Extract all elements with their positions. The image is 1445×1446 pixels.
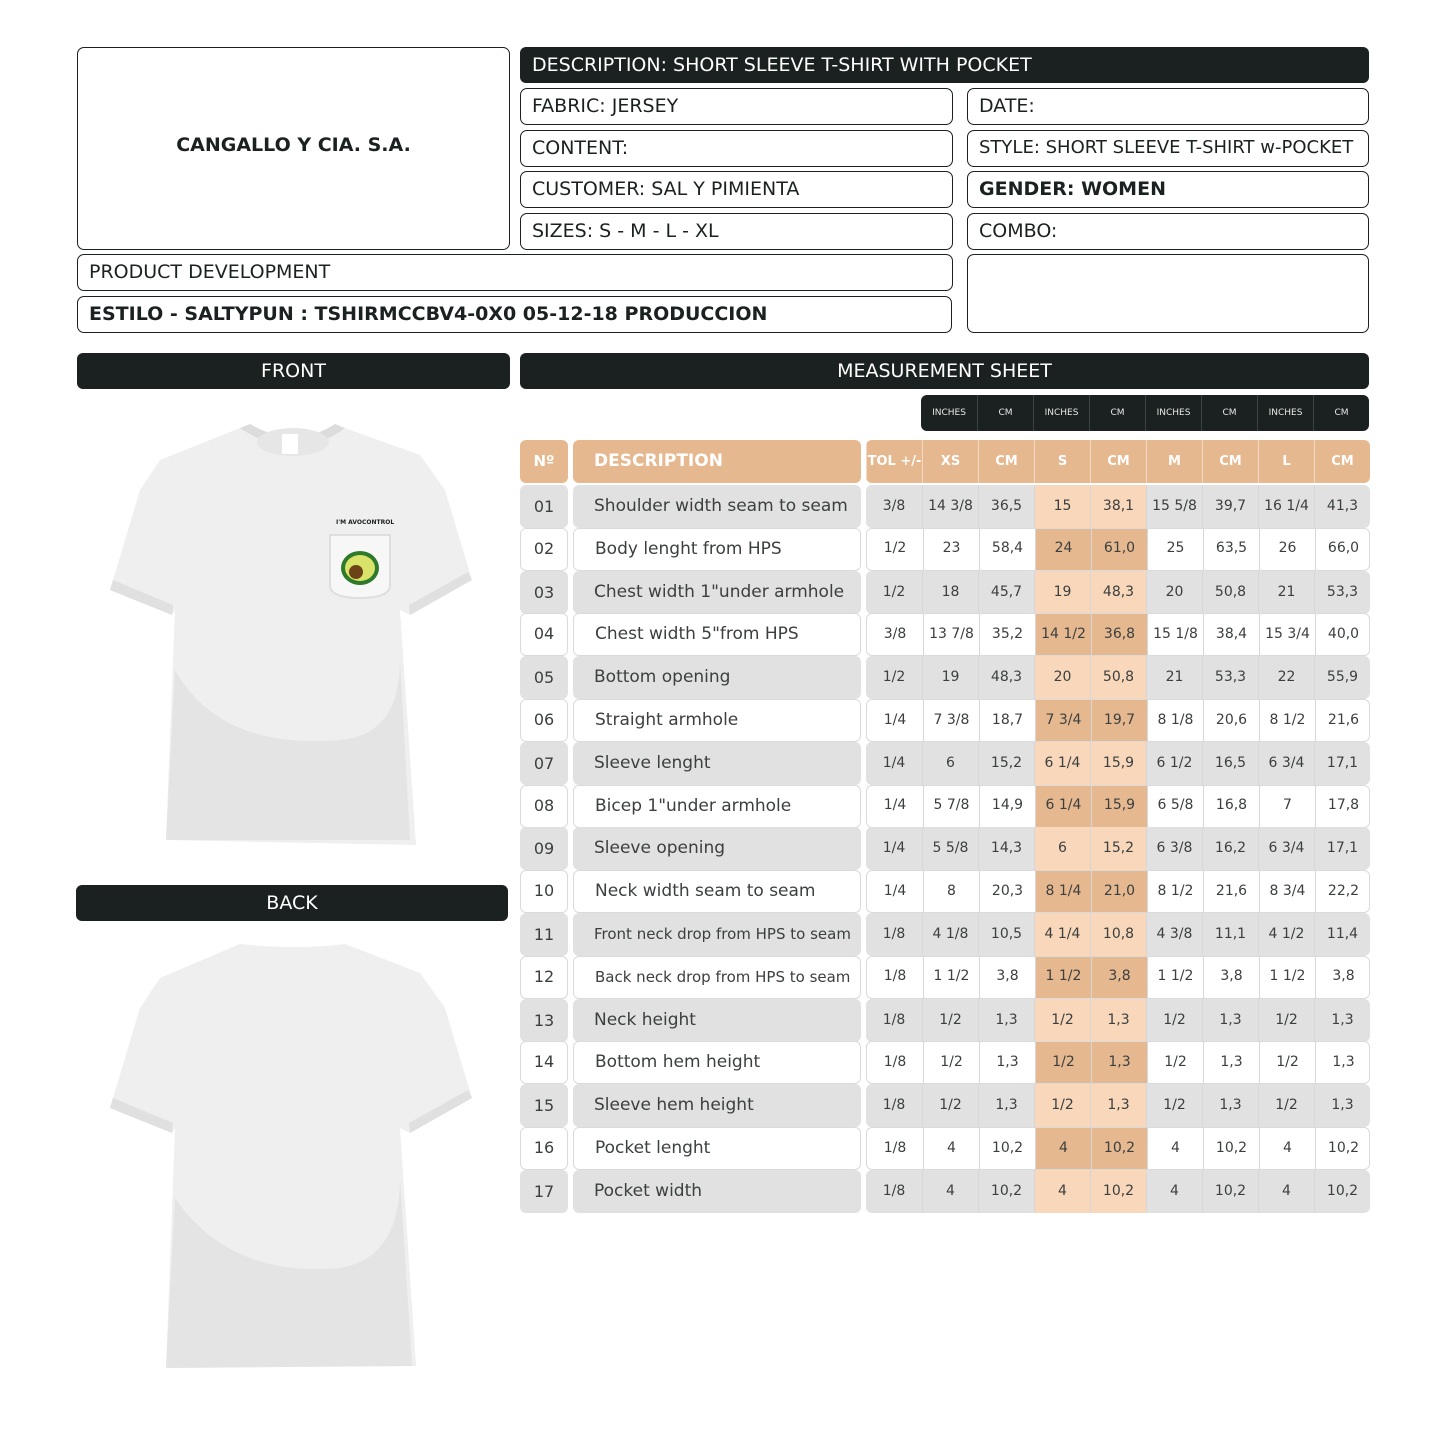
measurement-cell: 1,3: [1090, 1084, 1146, 1127]
tolerance-cell: 3/8: [882, 498, 906, 514]
row-measurements: [866, 485, 1370, 528]
tolerance-cell: 1/8: [883, 1053, 907, 1070]
row-measurements: [866, 1127, 1370, 1170]
measurement-cell: 1 1/2: [1147, 956, 1203, 999]
table-row: [520, 1041, 1370, 1084]
table-row: [520, 870, 1370, 913]
measurement-cell: 10,2: [1090, 1170, 1146, 1213]
measurement-cell: 1/2: [1034, 999, 1090, 1042]
measurement-cell: 18: [922, 571, 978, 614]
measurement-cell: 50,8: [1090, 656, 1146, 699]
customer-field: CUSTOMER: SAL Y PIMIENTA: [520, 171, 953, 208]
measurement-cell: 1/2: [1259, 1041, 1315, 1084]
row-number: 01: [520, 485, 568, 528]
row-description: Pocket width: [573, 1170, 861, 1213]
measurement-cell: 21,6: [1203, 870, 1259, 913]
measurement-cell: 61,0: [1091, 528, 1147, 571]
measurement-cell: 45,7: [978, 571, 1034, 614]
measurement-cell: 4: [923, 1127, 979, 1170]
measurement-cell: 39,7: [1202, 485, 1258, 528]
tolerance-cell: 1/8: [882, 1011, 906, 1028]
tolerance-cell: 1/2: [882, 669, 906, 686]
measurement-cell: 20: [1146, 571, 1202, 614]
measurement-cell: 14 3/8: [922, 485, 978, 528]
measurement-cell: 8 3/4: [1259, 870, 1315, 913]
measurement-cell: 6 1/2: [1146, 742, 1202, 785]
measurement-cell: 8 1/2: [1259, 699, 1315, 742]
table-row: [520, 656, 1370, 699]
measurement-cell: 14,9: [979, 785, 1035, 828]
row-number: 10: [520, 870, 568, 913]
row-number: 08: [520, 785, 568, 828]
measurement-cell: 3,8: [979, 956, 1035, 999]
measurement-cell: 1/2: [923, 1041, 979, 1084]
row-description: Shoulder width seam to seam: [573, 485, 861, 528]
fabric-field: FABRIC: JERSEY: [520, 88, 953, 125]
measurement-cell: 35,2: [979, 613, 1035, 656]
measurement-cell: 16 1/4: [1258, 485, 1314, 528]
measurement-cell: 1/2: [1146, 1084, 1202, 1127]
tolerance-cell: 1/2: [883, 540, 907, 557]
measurement-cell: 38,1: [1090, 485, 1146, 528]
measurement-cell: 20: [1034, 656, 1090, 699]
measurement-cell: 4 1/8: [922, 913, 978, 956]
measurement-cell: 6 1/4: [1035, 785, 1091, 828]
measurement-cell: 1,3: [1202, 999, 1258, 1042]
measurement-cell: 1/2: [1258, 999, 1314, 1042]
row-description: Front neck drop from HPS to seam: [573, 913, 861, 956]
measurement-cell: 55,9: [1314, 656, 1370, 699]
combo-field: COMBO:: [967, 213, 1369, 250]
row-measurements: [866, 870, 1370, 913]
measurement-cell: 26: [1259, 528, 1315, 571]
gender-field: GENDER: WOMEN: [967, 171, 1369, 208]
measurement-cell: 15,9: [1091, 785, 1147, 828]
row-measurements: [866, 613, 1370, 656]
row-number: 09: [520, 827, 568, 870]
measurement-cell: 48,3: [1090, 571, 1146, 614]
measurement-cell: 16,2: [1202, 827, 1258, 870]
table-row: [520, 913, 1370, 956]
unit-label: CM: [1313, 395, 1369, 431]
measurement-cell: 19: [922, 656, 978, 699]
measurement-cell: 15 3/4: [1259, 613, 1315, 656]
front-shirt-illustration: [100, 420, 490, 860]
row-measurements: [866, 699, 1370, 742]
measurement-cell: 40,0: [1315, 613, 1370, 656]
measurement-cell: 1,3: [1315, 1041, 1370, 1084]
measurement-cell: 4: [1147, 1127, 1203, 1170]
measurement-cell: 1,3: [1314, 999, 1370, 1042]
measurement-cell: 1 1/2: [1259, 956, 1315, 999]
measurement-cell: 10,2: [1202, 1170, 1258, 1213]
row-measurements: [866, 742, 1370, 785]
measurement-cell: 6 3/8: [1146, 827, 1202, 870]
measurement-cell: 48,3: [978, 656, 1034, 699]
measurement-cell: 3,8: [1091, 956, 1147, 999]
table-row: [520, 1084, 1370, 1127]
measurement-cell: 10,8: [1090, 913, 1146, 956]
row-description: Pocket lenght: [573, 1127, 861, 1170]
measurement-cell: 16,5: [1202, 742, 1258, 785]
row-number: 07: [520, 742, 568, 785]
row-measurements: [866, 999, 1370, 1042]
measurement-cell: 6: [922, 742, 978, 785]
measurement-cell: 20,3: [979, 870, 1035, 913]
measurement-cell: 22,2: [1315, 870, 1370, 913]
measurement-cell: 18,7: [979, 699, 1035, 742]
measurement-cell: 63,5: [1203, 528, 1259, 571]
measurement-cell: 21,6: [1315, 699, 1370, 742]
measurement-cell: 20,6: [1203, 699, 1259, 742]
product-development-field: PRODUCT DEVELOPMENT: [77, 254, 953, 291]
measurement-cell: 11,1: [1202, 913, 1258, 956]
measurement-cell: 25: [1147, 528, 1203, 571]
table-row: [520, 699, 1370, 742]
row-measurements: [866, 785, 1370, 828]
tolerance-cell: 1/8: [882, 1182, 906, 1199]
measurement-sheet-banner: MEASUREMENT SHEET: [520, 353, 1369, 389]
measurement-cell: 1,3: [1202, 1084, 1258, 1127]
row-number: 05: [520, 656, 568, 699]
row-measurements: [866, 571, 1370, 614]
measurement-cell: 53,3: [1202, 656, 1258, 699]
tolerance-cell: 1/8: [883, 1139, 907, 1156]
estilo-field: ESTILO - SALTYPUN : TSHIRMCCBV4-0X0 05-12-18 PRODUCCION: [77, 296, 952, 333]
row-number: 02: [520, 528, 568, 571]
tolerance-cell: 1/8: [882, 1097, 906, 1114]
row-measurements: [866, 528, 1370, 571]
row-description: Sleeve hem height: [573, 1084, 861, 1127]
content-field: CONTENT:: [520, 130, 953, 167]
back-banner: BACK: [76, 885, 508, 921]
tolerance-cell: 1/4: [883, 711, 907, 728]
measurement-cell: 38,4: [1203, 613, 1259, 656]
row-measurements: [866, 956, 1370, 999]
measurement-cell: 53,3: [1314, 571, 1370, 614]
row-number: 03: [520, 571, 568, 614]
table-header-row: [520, 440, 1370, 483]
measurement-cell: 50,8: [1202, 571, 1258, 614]
unit-label: CM: [1089, 395, 1145, 431]
measurement-cell: 17,8: [1315, 785, 1370, 828]
measurement-cell: 5 5/8: [922, 827, 978, 870]
measurement-cell: 14 1/2: [1035, 613, 1091, 656]
header-cm: CM: [1202, 440, 1258, 483]
company-box: [77, 47, 510, 250]
measurement-cell: 15 5/8: [1146, 485, 1202, 528]
table-row: [520, 1127, 1370, 1170]
row-description: Chest width 1"under armhole: [573, 571, 861, 614]
measurement-cell: 8 1/2: [1147, 870, 1203, 913]
header-cm: CM: [1314, 440, 1370, 483]
measurement-cell: 10,2: [1315, 1127, 1370, 1170]
measurement-cell: 10,2: [979, 1127, 1035, 1170]
row-description: Neck height: [573, 999, 861, 1042]
measurement-cell: 17,1: [1314, 742, 1370, 785]
row-description: Body lenght from HPS: [573, 528, 861, 571]
measurement-cell: 36,5: [978, 485, 1034, 528]
table-row: [520, 999, 1370, 1042]
measurement-cell: 22: [1258, 656, 1314, 699]
measurement-cell: 13 7/8: [923, 613, 979, 656]
row-number: 17: [520, 1170, 568, 1213]
table-row: [520, 528, 1370, 571]
measurement-cell: 21: [1146, 656, 1202, 699]
measurement-cell: 1,3: [979, 1041, 1035, 1084]
row-measurements: [866, 1041, 1370, 1084]
row-description: Bottom opening: [573, 656, 861, 699]
unit-header: [921, 395, 1369, 431]
row-number: 16: [520, 1127, 568, 1170]
row-measurements: [866, 1170, 1370, 1213]
unit-label: CM: [977, 395, 1033, 431]
header-tolerance: TOL +/-: [866, 440, 922, 483]
row-description: Back neck drop from HPS to seam: [573, 956, 861, 999]
measurement-cell: 8: [923, 870, 979, 913]
measurement-cell: 15: [1034, 485, 1090, 528]
measurement-cell: 4 1/2: [1258, 913, 1314, 956]
row-description: Neck width seam to seam: [573, 870, 861, 913]
tolerance-cell: 1/8: [882, 926, 906, 942]
measurement-cell: 41,3: [1314, 485, 1370, 528]
measurement-cell: 10,2: [978, 1170, 1034, 1213]
notes-box: [967, 254, 1369, 333]
measurement-cell: 16,8: [1203, 785, 1259, 828]
back-shirt-illustration: [100, 938, 490, 1378]
measurement-cell: 21,0: [1091, 870, 1147, 913]
measurement-cell: 1/2: [1146, 999, 1202, 1042]
unit-label: INCHES: [1257, 395, 1313, 431]
row-measurements: [866, 1084, 1370, 1127]
measurement-cell: 1/2: [1147, 1041, 1203, 1084]
unit-label: INCHES: [1033, 395, 1089, 431]
measurement-cell: 21: [1258, 571, 1314, 614]
measurement-cell: 10,2: [1203, 1127, 1259, 1170]
measurement-cell: 23: [923, 528, 979, 571]
row-number: 04: [520, 613, 568, 656]
tolerance-cell: 1/2: [882, 583, 906, 600]
tolerance-cell: 1/4: [882, 754, 906, 771]
header-size: L: [1258, 440, 1314, 483]
measurement-cell: 1,3: [1314, 1084, 1370, 1127]
header-size: XS: [922, 440, 978, 483]
measurement-cell: 1/2: [1258, 1084, 1314, 1127]
unit-label: INCHES: [932, 408, 966, 418]
measurement-cell: 58,4: [979, 528, 1035, 571]
measurement-cell: 4 3/8: [1146, 913, 1202, 956]
measurement-cell: 1 1/2: [923, 956, 979, 999]
table-row: [520, 1170, 1370, 1213]
measurement-cell: 17,1: [1314, 827, 1370, 870]
measurement-cell: 7: [1259, 785, 1315, 828]
measurement-cell: 1,3: [1203, 1041, 1259, 1084]
measurement-cell: 19: [1034, 571, 1090, 614]
measurement-cell: 11,4: [1314, 913, 1370, 956]
header-cm: CM: [1090, 440, 1146, 483]
row-number: 06: [520, 699, 568, 742]
header-size: M: [1146, 440, 1202, 483]
table-row: [520, 742, 1370, 785]
measurement-cell: 4: [1259, 1127, 1315, 1170]
row-measurements: [866, 827, 1370, 870]
measurement-cell: 36,8: [1091, 613, 1147, 656]
unit-label: CM: [1201, 395, 1257, 431]
row-number: 11: [520, 913, 568, 956]
row-description: Straight armhole: [573, 699, 861, 742]
sizes-field: SIZES: S - M - L - XL: [520, 213, 953, 250]
measurement-cell: 7 3/4: [1035, 699, 1091, 742]
measurement-cell: 3,8: [1203, 956, 1259, 999]
measurement-cell: 8 1/4: [1035, 870, 1091, 913]
measurement-cell: 15,2: [978, 742, 1034, 785]
header-size: S: [1034, 440, 1090, 483]
measurement-cell: 10,2: [1091, 1127, 1147, 1170]
row-number: 12: [520, 956, 568, 999]
measurement-cell: 4: [1146, 1170, 1202, 1213]
row-number: 13: [520, 999, 568, 1042]
measurement-cell: 1/2: [922, 999, 978, 1042]
row-description: Sleeve lenght: [573, 742, 861, 785]
tolerance-cell: 1/4: [883, 797, 907, 814]
tolerance-cell: 1/8: [883, 968, 907, 985]
row-description: Bottom hem height: [573, 1041, 861, 1084]
style-field: STYLE: SHORT SLEEVE T-SHIRT w-POCKET: [967, 130, 1369, 167]
date-field: DATE:: [967, 88, 1369, 125]
measurement-cell: 6: [1034, 827, 1090, 870]
measurement-cell: 4: [1034, 1170, 1090, 1213]
measurement-cell: 5 7/8: [923, 785, 979, 828]
row-measurements: [866, 656, 1370, 699]
row-description: Sleeve opening: [573, 827, 861, 870]
table-row: [520, 571, 1370, 614]
measurement-cell: 15 1/8: [1147, 613, 1203, 656]
measurement-cell: 1/2: [1035, 1041, 1091, 1084]
table-row: [520, 956, 1370, 999]
row-measurements: [866, 913, 1370, 956]
measurement-cell: 1,3: [978, 1084, 1034, 1127]
tolerance-cell: 1/4: [882, 840, 906, 857]
pocket-print-text: I'M AVOCONTROL: [336, 519, 395, 526]
measurement-cell: 4 1/4: [1034, 913, 1090, 956]
measurement-cell: 6 3/4: [1258, 742, 1314, 785]
row-number: 15: [520, 1084, 568, 1127]
measurement-cell: 4: [1035, 1127, 1091, 1170]
measurement-cell: 10,5: [978, 913, 1034, 956]
company-name: CANGALLO Y CIA. S.A.: [176, 134, 411, 156]
measurement-cell: 1,3: [1090, 999, 1146, 1042]
table-row: [520, 485, 1370, 528]
measurement-cell: 1 1/2: [1035, 956, 1091, 999]
front-banner: FRONT: [77, 353, 510, 389]
measurement-cell: 8 1/8: [1147, 699, 1203, 742]
measurement-cell: 24: [1035, 528, 1091, 571]
row-description: Bicep 1"under armhole: [573, 785, 861, 828]
table-row: [520, 613, 1370, 656]
description-banner: DESCRIPTION: SHORT SLEEVE T-SHIRT WITH POCKET: [520, 47, 1369, 83]
header-measurements: [866, 440, 1370, 483]
row-description: Chest width 5"from HPS: [573, 613, 861, 656]
row-number: 14: [520, 1041, 568, 1084]
measurement-cell: 10,2: [1314, 1170, 1370, 1213]
avocado-icon: [341, 551, 379, 585]
table-row: [520, 785, 1370, 828]
unit-label: INCHES: [1145, 395, 1201, 431]
measurement-cell: 15,9: [1090, 742, 1146, 785]
tolerance-cell: 1/4: [883, 882, 907, 899]
measurement-cell: 66,0: [1315, 528, 1370, 571]
measurement-cell: 3,8: [1315, 956, 1370, 999]
measurement-cell: 7 3/8: [923, 699, 979, 742]
header-number: Nº: [520, 440, 568, 483]
table-row: [520, 827, 1370, 870]
measurement-cell: 14,3: [978, 827, 1034, 870]
measurement-cell: 4: [1258, 1170, 1314, 1213]
measurement-cell: 1,3: [1091, 1041, 1147, 1084]
measurement-cell: 15,2: [1090, 827, 1146, 870]
measurement-cell: 6 3/4: [1258, 827, 1314, 870]
measurement-cell: 4: [922, 1170, 978, 1213]
measurement-cell: 6 5/8: [1147, 785, 1203, 828]
header-description: DESCRIPTION: [573, 440, 861, 483]
measurement-cell: 19,7: [1091, 699, 1147, 742]
measurement-cell: 6 1/4: [1034, 742, 1090, 785]
measurement-cell: 1/2: [922, 1084, 978, 1127]
measurement-cell: 1,3: [978, 999, 1034, 1042]
tolerance-cell: 3/8: [883, 625, 907, 642]
header-cm: CM: [978, 440, 1034, 483]
measurement-cell: 1/2: [1034, 1084, 1090, 1127]
